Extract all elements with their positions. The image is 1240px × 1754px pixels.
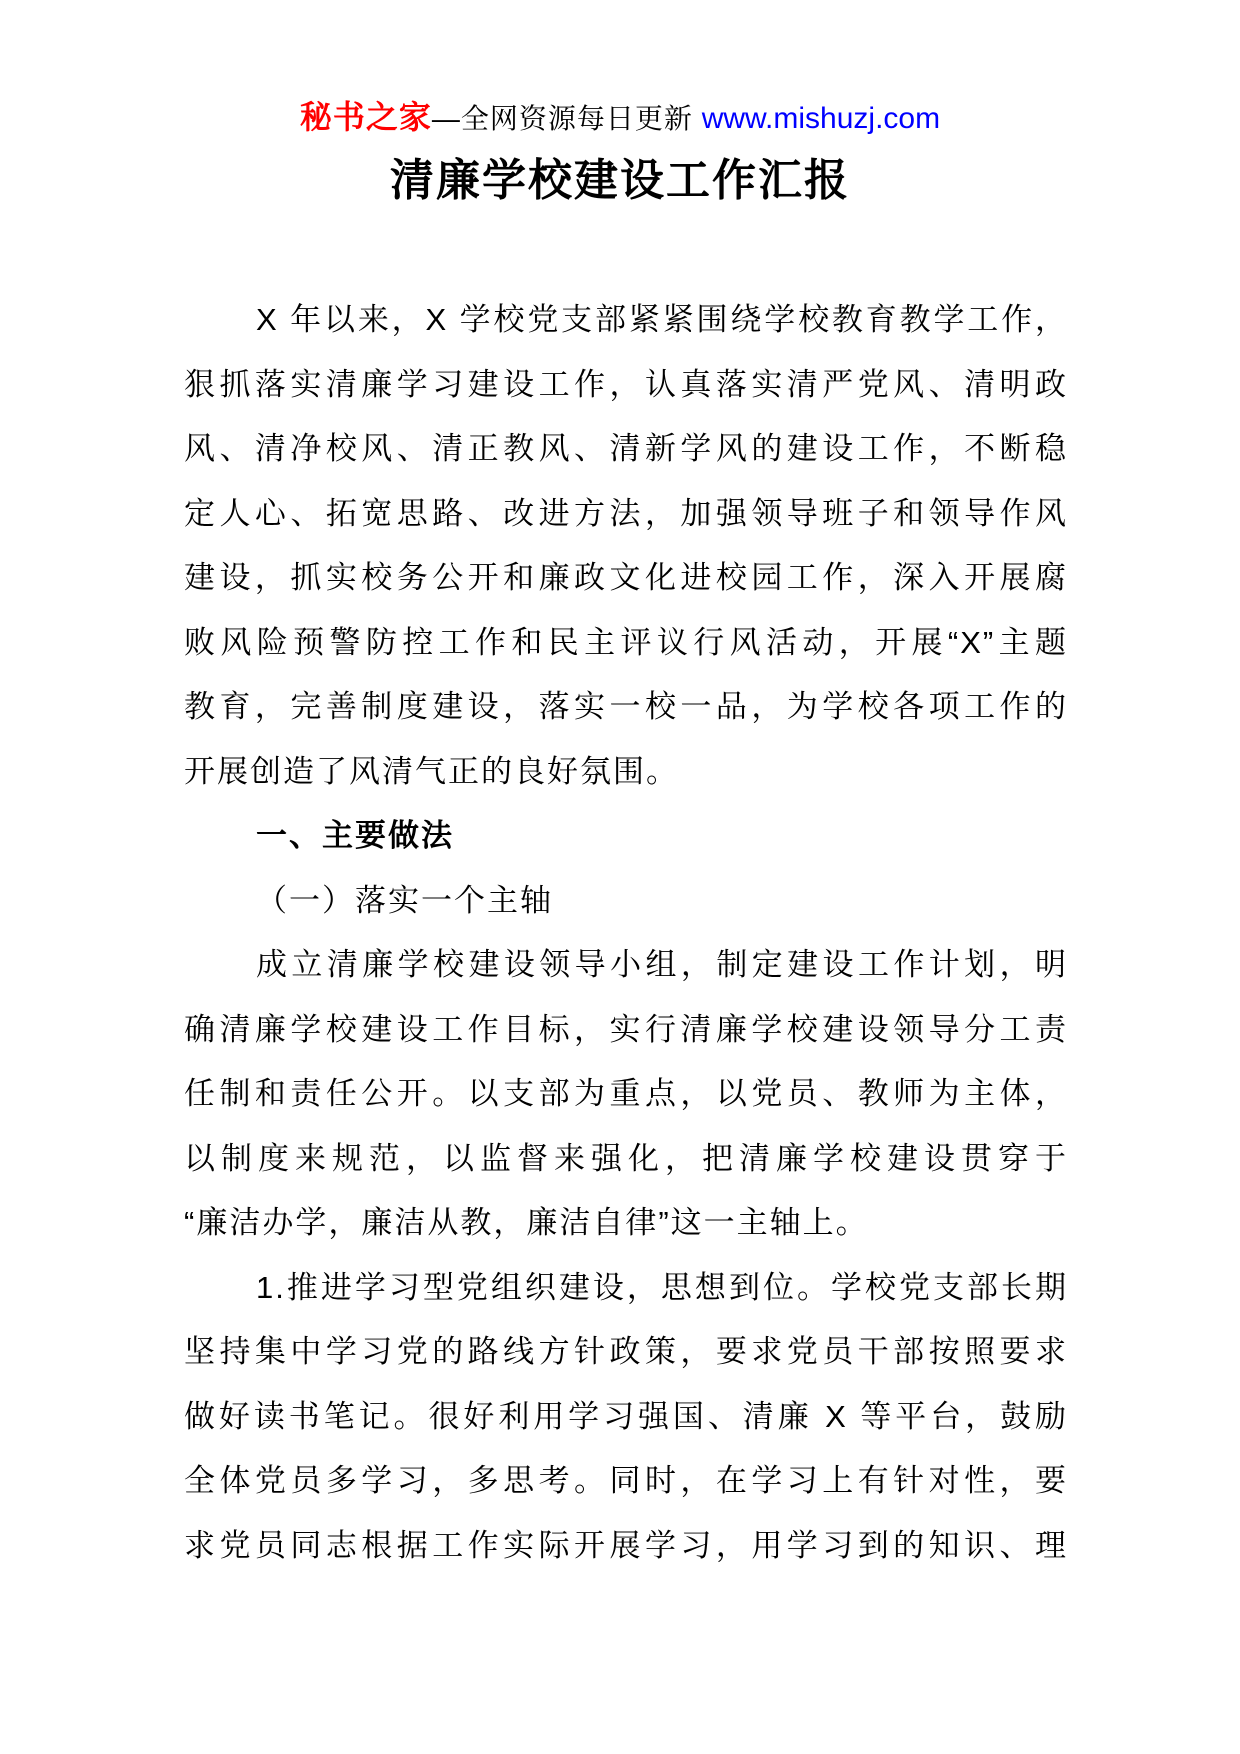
subsection-heading-1-1: （一）落实一个主轴 [256, 882, 553, 918]
document-body [184, 288, 1068, 1578]
text-line: 求党员同志根据工作实际开展学习，用学习到的知识、理 [184, 1527, 1068, 1563]
document-title: 清廉学校建设工作汇报 [390, 156, 850, 205]
text-line: 以制度来规范，以监督来强化，把清廉学校建设贯穿于 [184, 1140, 1068, 1176]
text-line: X 年以来，X 学校党支部紧紧围绕学校教育教学工作， [256, 302, 1068, 337]
text-line: 任制和责任公开。以支部为重点，以党员、教师为主体， [184, 1076, 1068, 1111]
text-line: 坚持集中学习党的路线方针政策，要求党员干部按照要求 [184, 1334, 1068, 1369]
text-line: 定人心、拓宽思路、改进方法，加强领导班子和领导作风 [184, 495, 1068, 531]
text-line: 教育，完善制度建设，落实一校一品，为学校各项工作的 [184, 689, 1068, 724]
text-line: 败风险预警防控工作和民主评议行风活动，开展“X”主题 [184, 624, 1068, 660]
text-line: 1.推进学习型党组织建设，思想到位。学校党支部长期 [256, 1269, 1068, 1305]
text-line: 风、清净校风、清正教风、清新学风的建设工作，不断稳 [184, 431, 1068, 466]
text-line: “廉洁办学，廉洁从教，廉洁自律”这一主轴上。 [184, 1205, 869, 1240]
text-line: 狠抓落实清廉学习建设工作，认真落实清严党风、清明政 [184, 366, 1068, 402]
text-line: 确清廉学校建设工作目标，实行清廉学校建设领导分工责 [184, 1011, 1068, 1047]
section-heading-1: 一、主要做法 [256, 818, 454, 853]
site-watermark-header [0, 96, 1240, 145]
text-line: 建设，抓实校务公开和廉政文化进校园工作，深入开展腐 [184, 560, 1068, 595]
text-line: 成立清廉学校建设领导小组，制定建设工作计划，明 [256, 947, 1068, 982]
site-brand: 秘书之家 [299, 99, 432, 135]
site-tagline: —全网资源每日更新 [431, 103, 702, 134]
site-url-link[interactable]: www.mishuzj.com [701, 102, 941, 135]
text-line: 全体党员多学习，多思考。同时，在学习上有针对性，要 [184, 1463, 1068, 1498]
text-line: 做好读书笔记。很好利用学习强国、清廉 X 等平台，鼓励 [184, 1398, 1068, 1434]
text-line: 开展创造了风清气正的良好氛围。 [184, 753, 679, 789]
